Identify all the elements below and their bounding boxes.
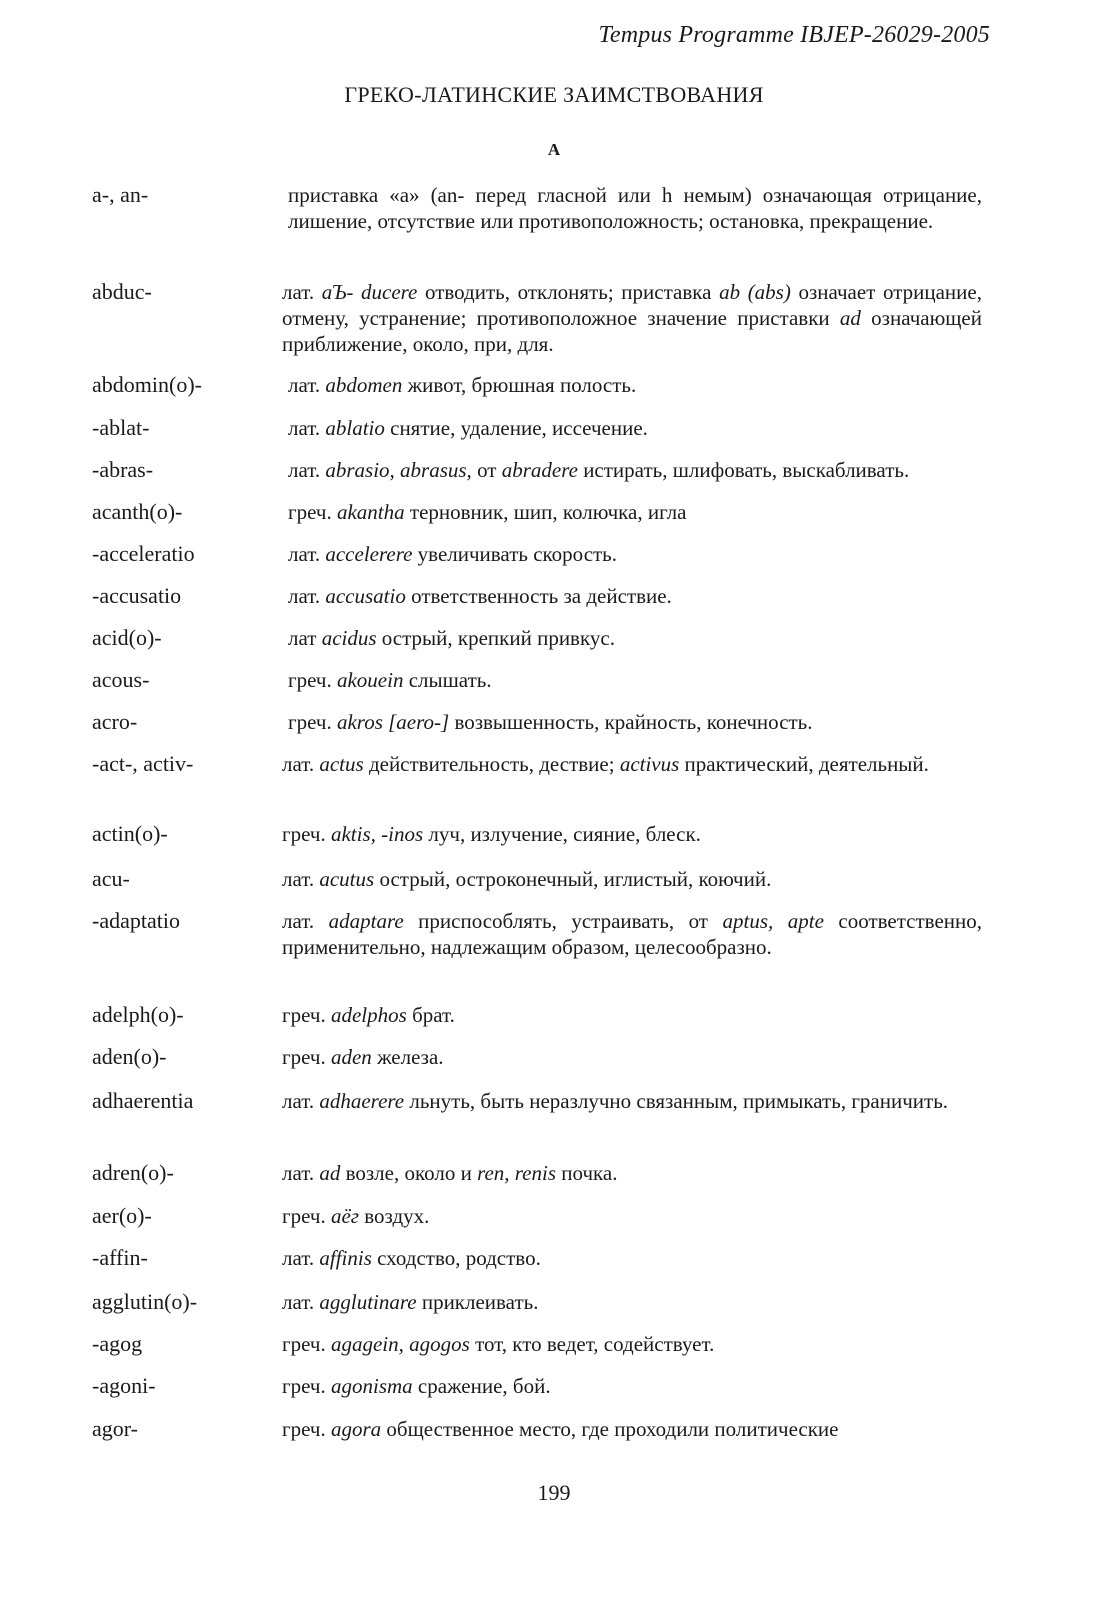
entry-definition	[282, 1160, 982, 1186]
page-title: ГРЕКО-ЛАТИНСКИЕ ЗАИМСТВОВАНИЯ	[344, 82, 764, 107]
entry-definition	[288, 541, 982, 567]
definition-italic-text: agagein, agogos	[330, 1332, 470, 1356]
definition-text: снятие, удаление, иссечение.	[384, 416, 648, 440]
entry-definition	[282, 1044, 982, 1070]
definition-text: сходство, родство.	[371, 1246, 541, 1270]
entry-term: -affin-	[92, 1245, 148, 1270]
entry-definition	[282, 1245, 982, 1271]
entry-definition	[288, 709, 982, 735]
definition-text: тот, кто ведет, содействует.	[469, 1332, 715, 1356]
entry-definition	[288, 583, 982, 609]
entry-definition	[282, 1088, 982, 1114]
definition-text: практический, деятельный.	[679, 752, 929, 776]
definition-italic-text: adhaerere	[319, 1089, 405, 1113]
definition-text: греч.	[288, 710, 337, 734]
entry-definition	[282, 908, 982, 960]
definition-italic-text: ablatio	[325, 416, 385, 440]
definition-text: истирать, шлифовать, выскабливать.	[577, 458, 910, 482]
definition-italic-text: activus	[619, 752, 680, 776]
entry-term: -agog	[92, 1331, 143, 1356]
definition-italic-text: acutus	[319, 867, 375, 891]
definition-text: лат.	[282, 1161, 320, 1185]
definition-italic-text: aptus, apte	[722, 909, 824, 933]
entry-term: adren(o)-	[92, 1160, 174, 1185]
entry-definition	[282, 1331, 982, 1357]
entry-term: acanth(o)-	[92, 499, 183, 524]
definition-text: льнуть, быть неразлучно связанным, примыкать, граничить.	[404, 1089, 949, 1113]
definition-text: общественное место, где проходили политические	[381, 1417, 839, 1441]
definition-italic-text: aden	[330, 1045, 372, 1069]
definition-italic-text: ad	[839, 306, 861, 330]
definition-text: от	[471, 458, 502, 482]
entry-definition	[282, 1203, 982, 1229]
entry-definition	[282, 821, 982, 847]
entry-term: aden(o)-	[92, 1044, 167, 1069]
entry-term: a-, an-	[92, 182, 149, 207]
definition-text: лат.	[288, 584, 326, 608]
definition-text: греч.	[282, 1204, 331, 1228]
definition-text: брат.	[406, 1003, 455, 1027]
entry-definition	[288, 415, 982, 441]
definition-italic-text: akouein	[336, 668, 404, 692]
definition-text: возвышенность, крайность, конечность.	[449, 710, 813, 734]
definition-italic-text: accelerere	[325, 542, 413, 566]
definition-text: увеличивать скорость.	[412, 542, 618, 566]
entry-term: acro-	[92, 709, 138, 734]
definition-text: действительность, дествие;	[363, 752, 620, 776]
entry-term: agglutin(o)-	[92, 1289, 198, 1314]
definition-text: греч.	[282, 1374, 331, 1398]
section-letter: А	[547, 140, 561, 159]
definition-text: означающей приближение, около, при, для.	[282, 306, 982, 356]
definition-text: острый, крепкий привкус.	[376, 626, 615, 650]
running-header: Tempus Programme IBJEP-26029-2005	[598, 22, 990, 48]
definition-italic-text: aЪ- ducere	[321, 280, 418, 304]
definition-text: лат.	[282, 1290, 320, 1314]
definition-text: терновник, шип, колючка, игла	[404, 500, 687, 524]
entry-definition	[288, 182, 982, 234]
definition-text: лат.	[282, 752, 320, 776]
entry-definition	[282, 866, 982, 892]
definition-text: лат.	[282, 280, 322, 304]
definition-text: приспособлять, устраивать, от	[403, 909, 723, 933]
entry-definition	[288, 457, 982, 483]
definition-italic-text: ad	[319, 1161, 341, 1185]
entry-term: -acceleratio	[92, 541, 195, 566]
definition-text: почка.	[556, 1161, 618, 1185]
entry-definition	[282, 1002, 982, 1028]
definition-text: греч.	[282, 1003, 331, 1027]
definition-text: лат.	[288, 416, 326, 440]
entry-term: abduc-	[92, 279, 152, 304]
definition-text: слышать.	[403, 668, 492, 692]
definition-text: сражение, бой.	[412, 1374, 551, 1398]
entry-term: acid(o)-	[92, 625, 162, 650]
entry-term: adhaerentia	[92, 1088, 194, 1113]
entry-term: actin(o)-	[92, 821, 168, 846]
definition-text: лат.	[288, 373, 326, 397]
entry-definition	[282, 1289, 982, 1315]
entry-definition	[282, 279, 982, 357]
definition-italic-text: affinis	[319, 1246, 372, 1270]
definition-text: отводить, отклонять; приставка	[417, 280, 720, 304]
definition-italic-text: agora	[330, 1417, 382, 1441]
page-number: 199	[537, 1480, 571, 1505]
definition-text: греч.	[282, 1332, 331, 1356]
definition-text: приставка «а» (an- перед гласной или h немым) означающая отрицание, лишение, отсутствие или противоположность; остановка, прекращение.	[288, 183, 982, 233]
definition-text: воздух.	[359, 1204, 430, 1228]
definition-italic-text: acidus	[321, 626, 377, 650]
definition-text: живот, брюшная полость.	[402, 373, 637, 397]
entry-definition	[282, 1416, 982, 1442]
definition-text: лат	[288, 626, 322, 650]
definition-text: железа.	[371, 1045, 444, 1069]
definition-italic-text: agonisma	[330, 1374, 413, 1398]
definition-text: лат.	[282, 1246, 320, 1270]
definition-italic-text: ren, renis	[477, 1161, 556, 1185]
definition-italic-text: actus	[319, 752, 364, 776]
definition-text: лат.	[282, 867, 320, 891]
definition-italic-text: aktis, -inos	[330, 822, 424, 846]
definition-text: лат.	[282, 1089, 320, 1113]
definition-text: означает отрицание, отмену, устранение; противоположное значение приставки	[282, 280, 982, 330]
definition-text: соответственно, применительно, надлежащим образом, целесообразно.	[282, 909, 983, 959]
entry-term: acu-	[92, 866, 130, 891]
definition-italic-text: аёг	[330, 1204, 359, 1228]
definition-text: приклеивать.	[416, 1290, 539, 1314]
definition-italic-text: adaptare	[328, 909, 404, 933]
definition-italic-text: abdomen	[325, 373, 403, 397]
definition-text: ответственность за действие.	[405, 584, 672, 608]
definition-text: возле, около и	[340, 1161, 478, 1185]
definition-text: лат.	[282, 909, 329, 933]
entry-definition	[282, 1373, 982, 1399]
entry-term: acous-	[92, 667, 150, 692]
entry-term: -ablat-	[92, 415, 150, 440]
entry-term: -agoni-	[92, 1373, 156, 1398]
entry-term: abdomin(o)-	[92, 372, 202, 397]
definition-italic-text: accusatio	[325, 584, 406, 608]
definition-italic-text: akantha	[336, 500, 405, 524]
definition-italic-text: agglutinare	[319, 1290, 417, 1314]
definition-italic-text: ab (abs)	[719, 280, 791, 304]
entry-definition	[288, 667, 982, 693]
definition-text: луч, излучение, сияние, блеск.	[423, 822, 701, 846]
definition-text: острый, остроконечный, иглистый, коючий.	[374, 867, 772, 891]
entry-definition	[282, 751, 982, 777]
definition-italic-text: adelphos	[330, 1003, 407, 1027]
entry-definition	[288, 625, 982, 651]
entry-term: -accusatio	[92, 583, 182, 608]
entry-term: -adaptatio	[92, 908, 180, 933]
entry-definition	[288, 372, 982, 398]
definition-italic-text: abrasio, abrasus,	[325, 458, 472, 482]
entry-term: adelph(o)-	[92, 1002, 184, 1027]
definition-text: греч.	[282, 1045, 331, 1069]
definition-text: греч.	[282, 1417, 331, 1441]
entry-term: agor-	[92, 1416, 138, 1441]
definition-italic-text: abradere	[501, 458, 578, 482]
entry-term: -abras-	[92, 457, 154, 482]
definition-text: греч.	[282, 822, 331, 846]
entry-definition	[288, 499, 982, 525]
definition-text: лат.	[288, 458, 326, 482]
definition-text: греч.	[288, 668, 337, 692]
definition-italic-text: akros [aero-]	[336, 710, 450, 734]
entry-term: aer(o)-	[92, 1203, 152, 1228]
definition-text: греч.	[288, 500, 337, 524]
definition-text: лат.	[288, 542, 326, 566]
entry-term: -act-, activ-	[92, 751, 194, 776]
